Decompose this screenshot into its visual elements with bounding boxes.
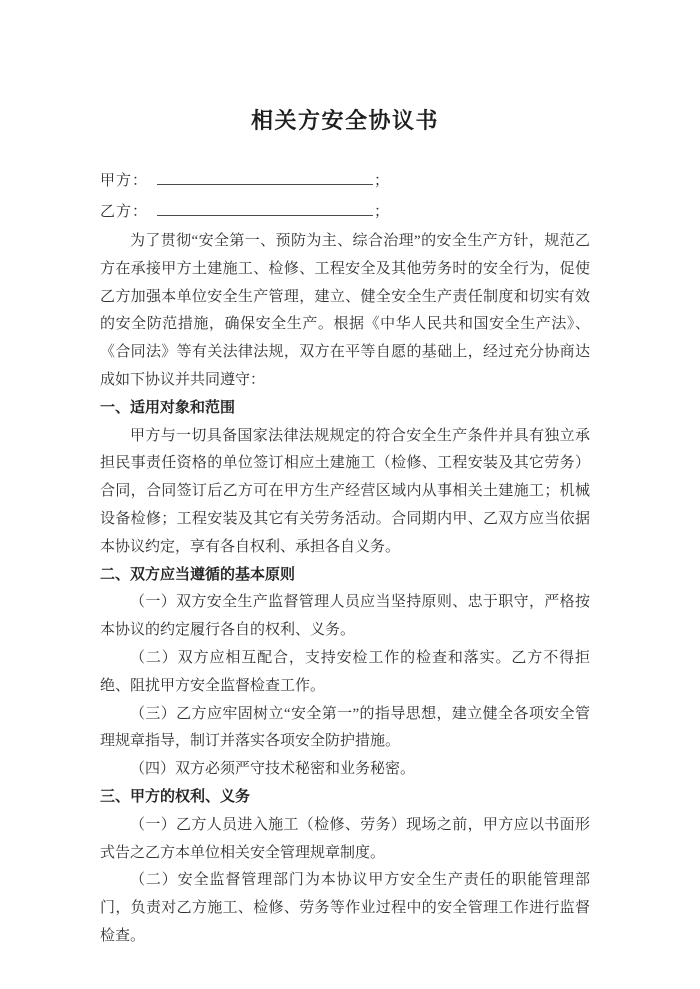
party-a-blank-line — [157, 169, 373, 185]
intro-paragraph: 为了贯彻“安全第一、预防为主、综合治理”的安全生产方针，规范乙方在承接甲方土建施工、检修、工程安全及其他劳务时的安全行为，促使乙方加强本单位安全生产管理，建立、健全安全生产责任制度和切实有效的安全防范措施，确保安全生产。根据《中华人民共和国安全生产法》、《合同法》等有关法律法规，双方在平等自愿的基础上，经过充分协商达成如下协议并共同遵守： — [100, 233, 590, 388]
parties-block — [100, 166, 590, 228]
section-1-heading: 一、适用对象和范围 — [100, 399, 236, 416]
document-body — [100, 228, 590, 951]
party-b-semicolon: ； — [374, 204, 390, 220]
party-b-label: 乙方： — [100, 204, 149, 220]
section-3-paragraph-1: （一）乙方人员进入施工（检修、劳务）现场之前，甲方应以书面形式告之乙方本单位相关安全管理规章制度。 — [100, 816, 590, 861]
section-3-heading: 三、甲方的权利、义务 — [100, 788, 251, 805]
party-a-row — [100, 166, 590, 197]
section-2-paragraph-1: （一）双方安全生产监督管理人员应当坚持原则、忠于职守，严格按本协议的约定履行各自的权利、义务。 — [100, 594, 590, 639]
section-3-paragraph-2: （二）安全监督管理部门为本协议甲方安全生产责任的职能管理部门，负责对乙方施工、检修、劳务等作业过程中的安全管理工作进行监督检查。 — [100, 872, 590, 944]
party-a-label: 甲方： — [100, 173, 149, 189]
party-a-semicolon: ； — [374, 173, 390, 189]
section-2-paragraph-3: （三）乙方应牢固树立“安全第一”的指导思想，建立健全各项安全管理规章指导，制订并落实各项安全防护措施。 — [100, 705, 590, 750]
party-b-row — [100, 197, 590, 228]
section-2-heading: 二、双方应当遵循的基本原则 — [100, 566, 296, 583]
section-2-paragraph-2: （二）双方应相互配合，支持安检工作的检查和落实。乙方不得拒绝、阻扰甲方安全监督检查工作。 — [100, 649, 590, 694]
party-b-blank-line — [157, 200, 373, 216]
section-1-paragraph-1: 甲方与一切具备国家法律法规规定的符合安全生产条件并具有独立承担民事责任资格的单位签订相应土建施工（检修、工程安装及其它劳务）合同，合同签订后乙方可在甲方生产经营区域内从事相关土建施工；机械设备检修；工程安装及其它有关劳务活动。合同期内甲、乙双方应当依据本协议约定，享有各自权利、承担各自义务。 — [100, 427, 590, 555]
document-title: 相关方安全协议书 — [250, 108, 439, 133]
section-2-paragraph-4: （四）双方必须严守技术秘密和业务秘密。 — [130, 761, 416, 778]
